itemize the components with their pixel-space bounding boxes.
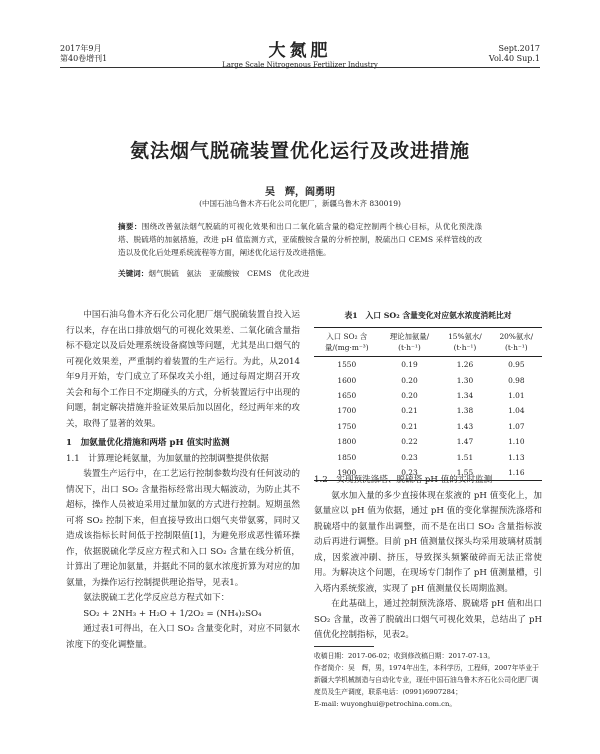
table-cell: 1.16 bbox=[491, 465, 542, 481]
table-cell: 1700 bbox=[337, 406, 357, 416]
abstract-text: 围绕改善氨法烟气脱硫的可视化效果和出口二氧化硫含量的稳定控制两个核心目标，从优化预洗涤塔、脱硫塔的加氨措施，改进 pH 值监测方式，亚硫酸铵含量的分析控制，脱硫出口 CEMS 采样管线的改造以及优化后处理系统流程等方面，阐述优化运行及改进措施。 bbox=[118, 222, 482, 257]
section-1-1-paragraph: 装置生产运行中，在工艺运行控制参数均没有任何波动的情况下，出口 SO₂ 含量指标经常出现大幅波动，为防止其不超标，操作人员被迫采用过量加氨的方式进行控制。短期虽然可将 SO₂ 控制下来，但直接导致出口烟气夹带氨雾，同时又造成该指标长时间低于控制限值[1]，为避免形成恶性循环操作，依据脱硫化学反应方程式和入口 SO₂ 含量在线分析值，计算出了理论加氨量，并据此不同的氨水浓度折算为对应的加氨量，为操作运行控制提供理论指导，见表1。 bbox=[66, 469, 300, 588]
footnote-rule bbox=[314, 646, 374, 647]
table-cell: 0.23 bbox=[380, 465, 440, 481]
table-cell: 1.30 bbox=[456, 375, 474, 385]
table-header-cell: 入口 SO₂ 含 量/(mg·m⁻³) bbox=[314, 328, 380, 357]
paper-title: 氨法烟气脱硫装置优化运行及改进措施 bbox=[129, 140, 470, 162]
table-cell: 0.19 bbox=[401, 360, 418, 370]
left-column bbox=[66, 308, 300, 653]
table-cell: 1750 bbox=[337, 421, 357, 431]
header-date-en: Sept.2017 bbox=[498, 44, 540, 53]
table-cell: 1.51 bbox=[456, 452, 474, 462]
table-reference-paragraph: 通过表1可得出，在入口 SO₂ 含量变化时，对应不同氨水浓度下的变化调整量。 bbox=[66, 624, 300, 650]
journal-masthead bbox=[60, 36, 540, 69]
footnote bbox=[314, 650, 542, 710]
footnote-email: E-mail: wuyonghui@petrochina.com.cn。 bbox=[314, 700, 457, 708]
abstract-label: 摘要： bbox=[118, 222, 142, 231]
table-cell: 0.21 bbox=[401, 406, 418, 416]
table-cell: 1650 bbox=[337, 390, 357, 400]
section-1-heading: 1 加氨量优化措施和两塔 pH 值实时监测 bbox=[66, 438, 230, 448]
table-cell: 0.22 bbox=[401, 437, 418, 447]
keywords bbox=[118, 268, 482, 279]
right-column bbox=[314, 473, 542, 644]
table-header-cell: 20%氨水/ (t·h⁻¹) bbox=[491, 328, 542, 357]
header-volume-en: Vol.40 Sup.1 bbox=[488, 54, 540, 63]
table-cell: 1600 bbox=[337, 375, 357, 385]
table-row bbox=[314, 434, 542, 449]
header-rule bbox=[60, 67, 540, 68]
table-cell: 1.13 bbox=[508, 452, 525, 462]
table-1 bbox=[314, 310, 542, 481]
table-1-caption: 表1 入口 SO₂ 含量变化对应氨水浓度消耗比对 bbox=[344, 311, 512, 320]
table-cell: 1.26 bbox=[456, 360, 474, 370]
running-header bbox=[60, 41, 540, 74]
reaction-intro: 氨法脱硫工艺化学反应总方程式如下： bbox=[83, 593, 230, 603]
table-row bbox=[314, 419, 542, 434]
table-cell: 1900 bbox=[314, 465, 380, 481]
journal-name-cn: 大氮肥 bbox=[268, 41, 332, 61]
table-row bbox=[314, 449, 542, 464]
table-cell: 0.20 bbox=[401, 375, 418, 385]
table-row bbox=[314, 372, 542, 387]
reaction-equation: SO₂ + 2NH₃ + H₂O + 1/2O₂ = (NH₄)₂SO₄ bbox=[83, 608, 262, 619]
table-cell: 1.47 bbox=[456, 437, 474, 447]
table-header-row bbox=[314, 328, 542, 357]
header-date-cn: 2017年9月 bbox=[60, 44, 102, 53]
table-cell: 1.07 bbox=[508, 421, 525, 431]
keywords-text: 烟气脱硫 氨法 亚硫酸铵 CEMS 优化改进 bbox=[148, 269, 310, 278]
header-volume-cn: 第40卷增刊1 bbox=[60, 54, 108, 63]
table-cell: 0.95 bbox=[508, 360, 525, 370]
footnote-author-bio: 作者简介：吴 辉，男，1974年出生，本科学历，工程师，2007年毕业于新疆大学机械制造与自动化专业，现任中国石油乌鲁木齐石化公司化肥厂调度员及生产调度，联系电话：(0991)6907284； bbox=[314, 664, 539, 696]
table-row bbox=[314, 357, 542, 373]
table-cell: 1.10 bbox=[508, 437, 525, 447]
section-1-2-heading: 1.2 实现预洗涤塔、脱硫塔 pH 值的实时监测 bbox=[314, 475, 493, 485]
table-cell: 0.23 bbox=[401, 452, 418, 462]
table-cell: 1.34 bbox=[456, 390, 474, 400]
section-1-2-paragraph-1: 氨水加入量的多少直接体现在浆液的 pH 值变化上，加氨量应以 pH 值为依据，通过 pH 值的变化掌握预洗涤塔和脱硫塔中的氨量作出调整，而不是在出口 SO₂ 含量指标波动后再进行调整。目前 pH 值测量仪探头均采用玻璃材质制成，因浆液冲刷、挤压，导致探头频繁破碎而无法正常使用。为解决这个问题，在现场专门制作了 pH 值测量槽，引入塔内系统浆液，实现了 pH 值测量仪长周期监测。 bbox=[314, 490, 542, 594]
keywords-label: 关键词： bbox=[118, 269, 149, 278]
table-cell: 1.38 bbox=[456, 406, 474, 416]
table-cell: 1.43 bbox=[456, 421, 474, 431]
table-cell: 1550 bbox=[337, 360, 357, 370]
intro-paragraph: 中国石油乌鲁木齐石化公司化肥厂烟气脱硫装置自投入运行以来，存在出口排放烟气的可视化效果差、二氧化硫含量指标不稳定以及后处理系统设备腐蚀等问题，尤其是出口烟气的可视化效果差，严重制约着装置的生产运行。为此，从2014年9月开始，专门成立了环保攻关小组，通过每周定期召开攻关会和每个工作日不定期碰头的方式，分析装置运行中出现的问题，制定解决措施并验证效果后加以固化，经过两年来的攻关，取得了显著的效果。 bbox=[66, 310, 300, 429]
table-1-grid bbox=[314, 327, 542, 481]
table-cell: 1.04 bbox=[508, 406, 525, 416]
table-row bbox=[314, 388, 542, 403]
table-cell: 0.20 bbox=[401, 390, 418, 400]
abstract bbox=[118, 220, 482, 259]
paper-affiliation: (中国石油乌鲁木齐石化公司化肥厂，新疆乌鲁木齐 830019) bbox=[199, 199, 401, 208]
table-cell: 0.21 bbox=[401, 421, 418, 431]
section-1-1-heading: 1.1 计算理论耗氨量，为加氨量的控制调整提供依据 bbox=[66, 453, 269, 464]
table-row bbox=[314, 403, 542, 418]
table-cell: 0.98 bbox=[508, 375, 525, 385]
paper-authors: 吴 辉，阎勇明 bbox=[265, 187, 335, 198]
section-1-2-paragraph-2: 在此基础上，通过控制预洗涤塔、脱硫塔 pH 值和出口 SO₂ 含量，改善了脱硫出口烟气可视化效果，总结出了 pH 值优化控制指标，见表2。 bbox=[314, 599, 542, 640]
journal-name-en: Large Scale Nitrogenous Fertilizer Industry bbox=[222, 61, 378, 69]
table-cell: 1.01 bbox=[508, 390, 525, 400]
table-header-cell: 理论加氨量/ (t·h⁻¹) bbox=[380, 328, 440, 357]
table-cell: 1850 bbox=[337, 452, 357, 462]
table-cell: 1800 bbox=[337, 437, 357, 447]
table-header-cell: 15%氨水/ (t·h⁻¹) bbox=[439, 328, 490, 357]
footnote-received: 收稿日期：2017-06-02；收到修改稿日期：2017-07-13。 bbox=[314, 652, 495, 660]
header-issue-en bbox=[489, 44, 540, 64]
table-cell: 1.55 bbox=[439, 465, 490, 481]
